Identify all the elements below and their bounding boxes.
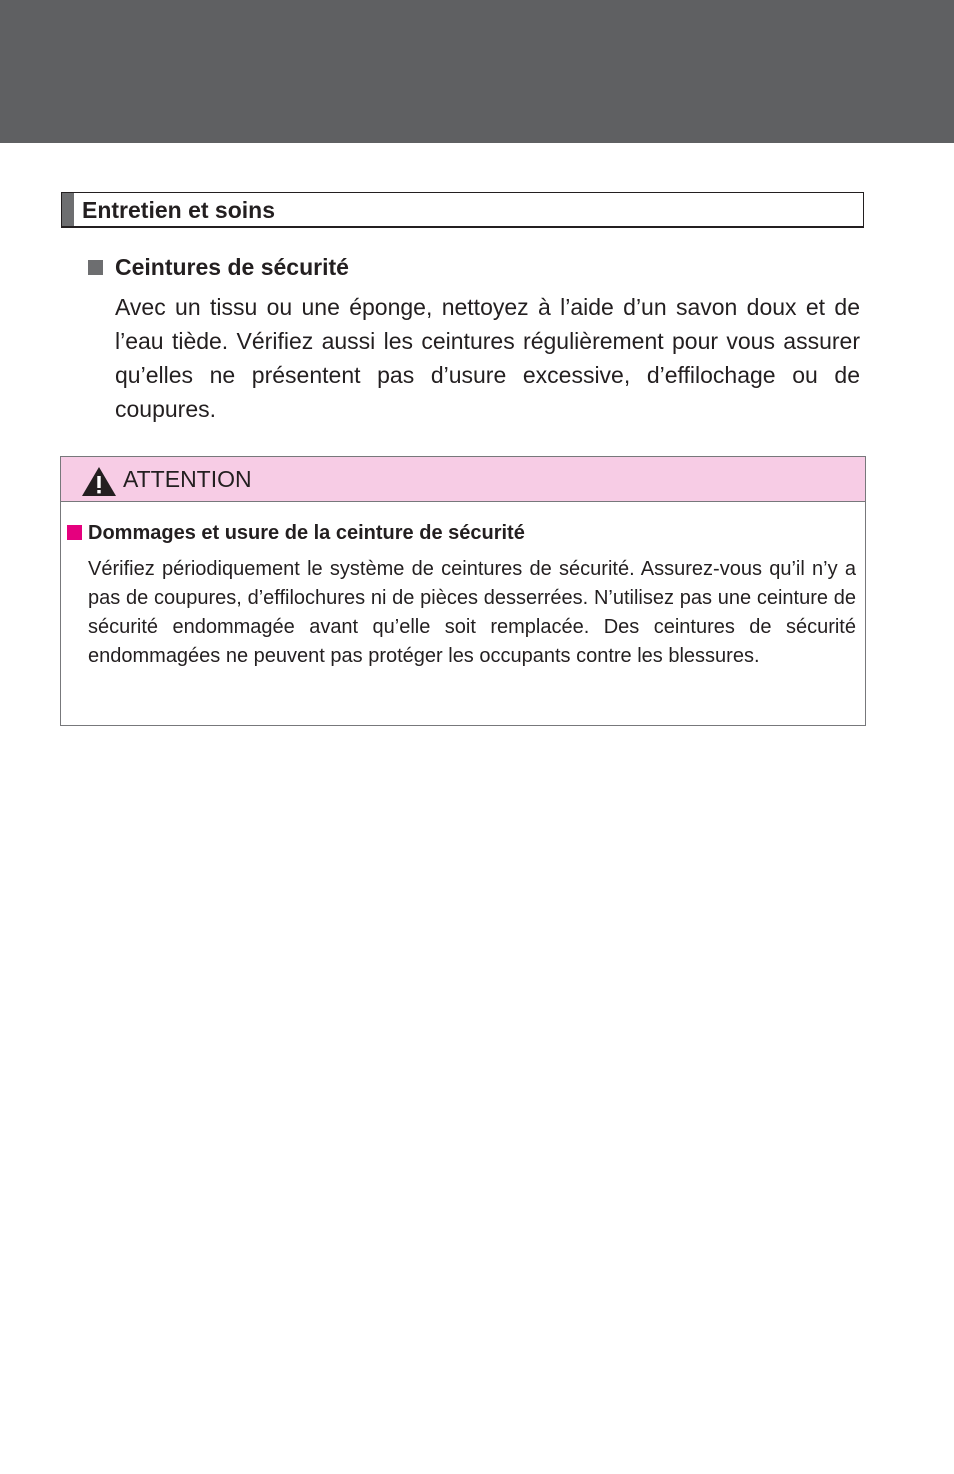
subsection-body-text: Avec un tissu ou une éponge, nettoyez à l’aide d’un savon doux et de l’eau tiède. Vérifiez aussi les ceintures régulièrement pour vous assurer qu’elles ne présentent pas d’usure excessive, d’effilochage ou de coupures. [115, 294, 860, 422]
section-header [61, 192, 864, 228]
section-marker [62, 193, 74, 226]
attention-header [61, 457, 865, 502]
attention-item-text: Vérifiez périodiquement le système de ceintures de sécurité. Assurez-vous qu’il n’y a pas de coupures, d’effilochures ni de pièces desserrées. N’utilisez pas une ceinture de sécurité endommagée avant qu’elle soit remplacée. Des ceintures de sécurité endommagées ne peuvent pas protéger les occupants contre les blessures. [88, 558, 856, 667]
attention-item-title: Dommages et usure de la ceinture de sécurité [88, 522, 525, 544]
subsection-heading [88, 253, 860, 283]
pink-square-bullet-icon [67, 525, 82, 540]
square-bullet-icon [88, 260, 103, 275]
attention-label: ATTENTION [123, 466, 252, 492]
section-title: Entretien et soins [82, 197, 275, 223]
attention-box [60, 456, 866, 726]
attention-item-heading [67, 521, 865, 545]
warning-triangle-icon [81, 466, 117, 497]
subsection-title: Ceintures de sécurité [115, 254, 349, 280]
page-header-band [0, 0, 954, 143]
subsection-seat-belts [88, 253, 860, 426]
